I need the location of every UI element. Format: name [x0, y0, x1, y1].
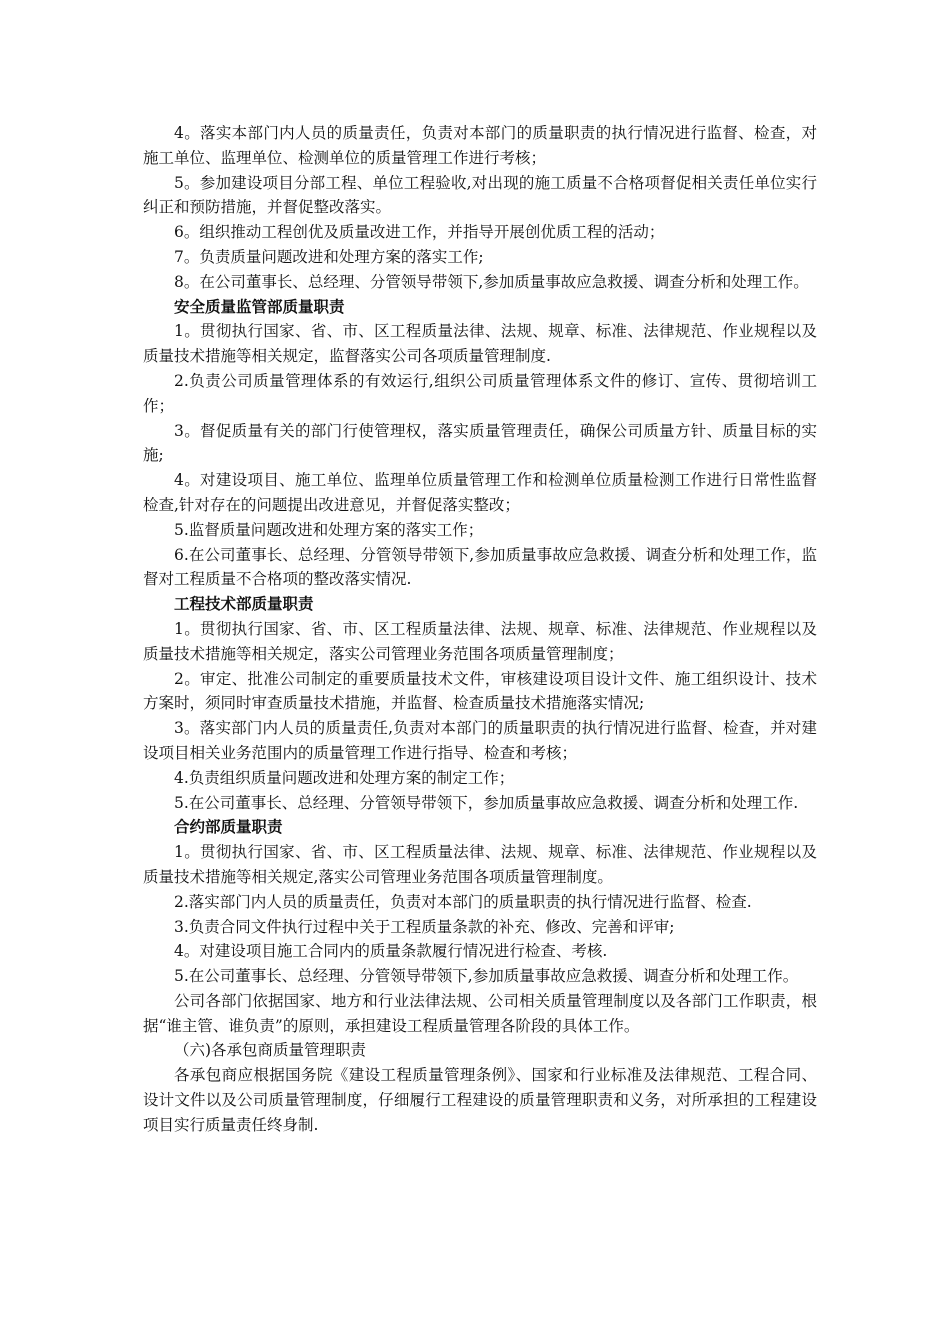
- paragraph: 6。组织推动工程创优及质量改进工作，并指导开展创优质工程的活动；: [174, 223, 665, 242]
- paragraph: 1。贯彻执行国家、省、市、区工程质量法律、法规、规章、标准、法律规范、作业规程以及质量技术措施等相关规定，监督落实公司各项质量管理制度.: [143, 322, 817, 366]
- paragraph: 3。督促质量有关的部门行使管理权，落实质量管理责任，确保公司质量方针、质量目标的实施;: [143, 421, 817, 465]
- document-page: [143, 121, 817, 1138]
- paragraph: 4。对建设项目、施工单位、监理单位质量管理工作和检测单位质量检测工作进行日常性监督检查,针对存在的问题提出改进意见，并督促落实整改；: [143, 471, 817, 514]
- paragraph: 1。贯彻执行国家、省、市、区工程质量法律、法规、规章、标准、法律规范、作业规程以及质量技术措施等相关规定,落实公司管理业务范围各项质量管理制度。: [143, 843, 817, 886]
- paragraph: 公司各部门依据国家、地方和行业法律法规、公司相关质量管理制度以及各部门工作职责，根据“谁主管、谁负责”的原则，承担建设工程质量管理各阶段的具体工作。: [143, 991, 817, 1035]
- paragraph: 3.负责合同文件执行过程中关于工程质量条款的补充、修改、完善和评审;: [174, 917, 675, 936]
- paragraph: 1。贯彻执行国家、省、市、区工程质量法律、法规、规章、标准、法律规范、作业规程以及质量技术措施等相关规定，落实公司管理业务范围各项质量管理制度；: [143, 619, 817, 663]
- paragraph: 5.在公司董事长、总经理、分管领导带领下,参加质量事故应急救援、调查分析和处理工作。: [174, 967, 799, 986]
- paragraph: 2.落实部门内人员的质量责任，负责对本部门的质量职责的执行情况进行监督、检查.: [174, 892, 752, 911]
- paragraph: 5.监督质量问题改进和处理方案的落实工作；: [174, 520, 484, 539]
- paragraph: 4。落实本部门内人员的质量责任，负责对本部门的质量职责的执行情况进行监督、检查，对施工单位、监理单位、检测单位的质量管理工作进行考核；: [143, 124, 817, 167]
- paragraph: 4。对建设项目施工合同内的质量条款履行情况进行检查、考核.: [174, 942, 608, 961]
- paragraph: 5。参加建设项目分部工程、单位工程验收,对出现的施工质量不合格项督促相关责任单位实行纠正和预防措施，并督促整改落实。: [143, 173, 817, 217]
- paragraph: 各承包商应根据国务院《建设工程质量管理条例》、国家和行业标准及法律规范、工程合同、设计文件以及公司质量管理制度，仔细履行工程建设的质量管理职责和义务，对所承担的工程建设项目实行质量责任终身制.: [143, 1066, 817, 1134]
- paragraph: 2。审定、批准公司制定的重要质量技术文件，审核建设项目设计文件、施工组织设计、技术方案时，须同时审查质量技术措施，并监督、检查质量技术措施落实情况;: [143, 669, 817, 713]
- paragraph: 8。在公司董事长、总经理、分管领导带领下,参加质量事故应急救援、调查分析和处理工作。: [174, 272, 809, 291]
- paragraph: 3。落实部门内人员的质量责任,负责对本部门的质量职责的执行情况进行监督、检查，并对建设项目相关业务范围内的质量管理工作进行指导、检查和考核；: [143, 719, 817, 762]
- section-heading: 工程技术部质量职责: [174, 595, 314, 614]
- paragraph: 2.负责公司质量管理体系的有效运行,组织公司质量管理体系文件的修订、宣传、贯彻培训工作；: [143, 371, 817, 415]
- section-heading: 合约部质量职责: [174, 818, 283, 837]
- paragraph: 5.在公司董事长、总经理、分管领导带领下，参加质量事故应急救援、调查分析和处理工作.: [174, 793, 799, 812]
- subsection-title: （六)各承包商质量管理职责: [174, 1041, 367, 1060]
- paragraph: 7。负责质量问题改进和处理方案的落实工作;: [174, 247, 484, 266]
- section-heading: 安全质量监管部质量职责: [174, 297, 345, 316]
- paragraph: 4.负责组织质量问题改进和处理方案的制定工作；: [174, 768, 515, 787]
- paragraph: 6.在公司董事长、总经理、分管领导带领下,参加质量事故应急救援、调查分析和处理工作，监督对工程质量不合格项的整改落实情况.: [143, 545, 817, 589]
